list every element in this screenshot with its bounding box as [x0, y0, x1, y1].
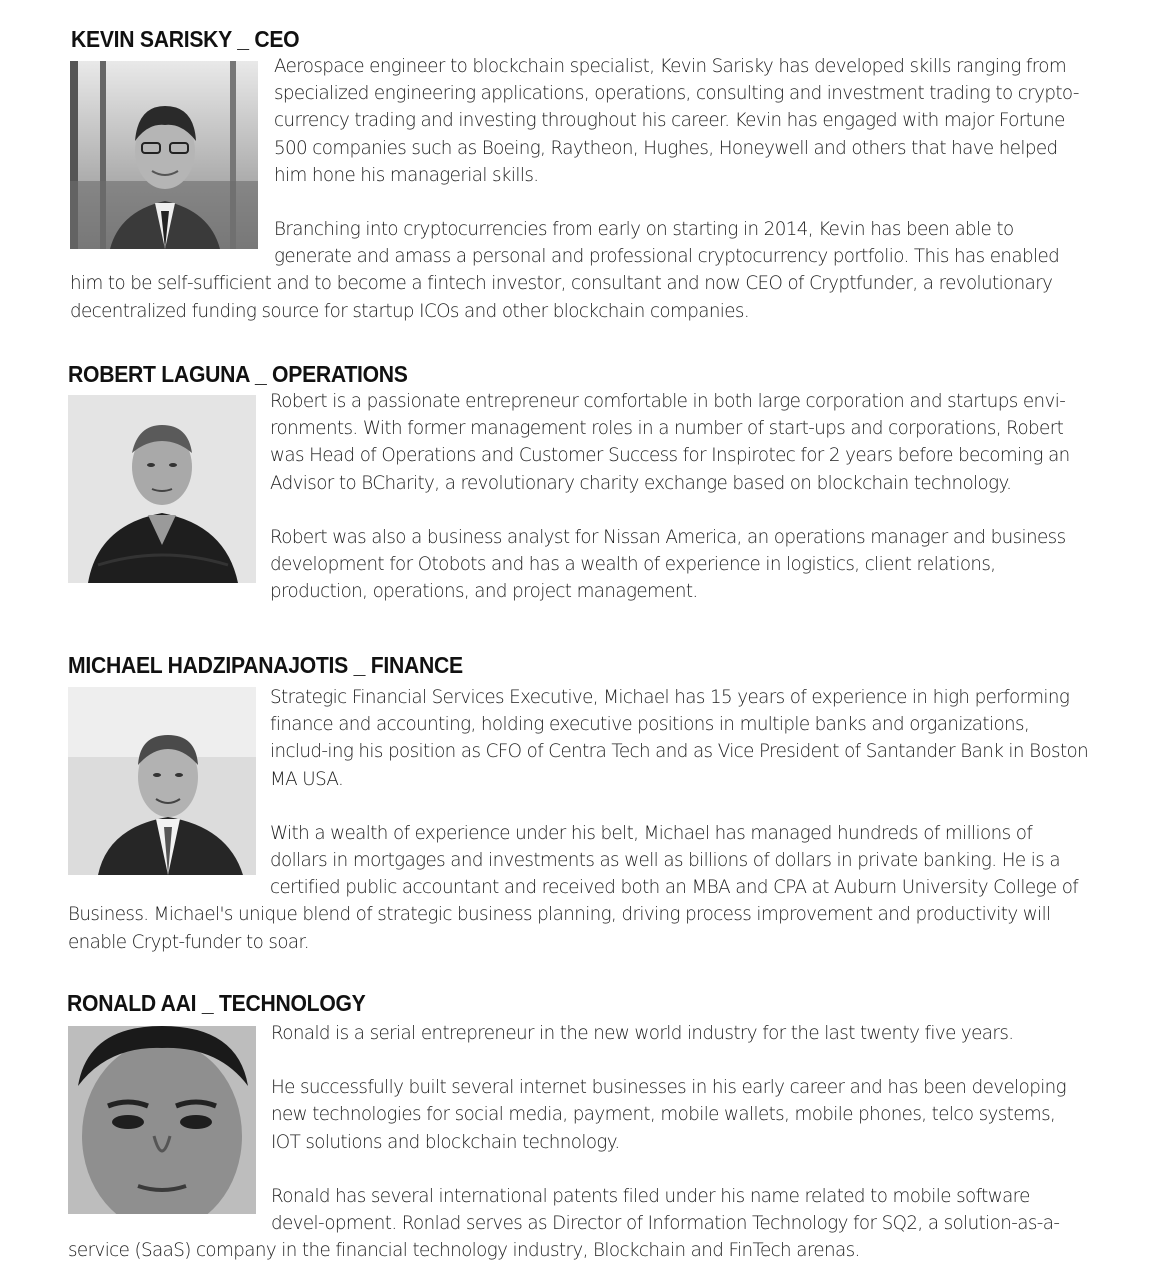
bio-paragraph: Branching into cryptocurrencies from early on starting in 2014, Kevin has been able to generate and amass a personal and professional cryptocurrency portfolio. This has enabled him to be self-sufficient and to become a fintech investor, consultant and now CEO of Cryptfunder, a revolutionary decentralized funding source for startup ICOs and other blockchain companies. — [70, 219, 1060, 322]
member-bio — [68, 1020, 1088, 1264]
bio-paragraph: He successfully built several internet businesses in his early career and has been developing new technologies for social media, payment, mobile wallets, mobile phones, telco systems, IOT solutions and blockchain technology. — [271, 1077, 1067, 1153]
member-bio — [70, 53, 1082, 325]
portrait-photo — [68, 395, 256, 583]
member-name-heading: ROBERT LAGUNA _ OPERATIONS — [68, 361, 408, 387]
bio-paragraph: Strategic Financial Services Executive, Michael has 15 years of experience in high performing finance and accounting, holding executive positions in multiple banks and organizations, includ-ing his position as CFO of Centra Tech and as Vice President of Santander Bank in Boston MA USA. — [270, 687, 1089, 790]
bio-paragraph: Robert is a passionate entrepreneur comfortable in both large corporation and startups envi-ronments. With former management roles in a number of start-ups and corporations, Robert was Head of Operations and Customer Success for Inspirotec for 2 years before becoming an Advisor to BCharity, a revolutionary charity exchange based on blockchain technology. — [270, 391, 1070, 494]
member-name-heading: RONALD AAI _ TECHNOLOGY — [67, 990, 366, 1016]
bio-paragraph: Robert was also a business analyst for Nissan America, an operations manager and business development for Otobots and has a wealth of experience in logistics, client relations, production, operations, and project management. — [270, 526, 1066, 603]
bio-paragraph: Ronald has several international patents filed under his name related to mobile software devel-opment. Ronlad serves as Director of Information Technology for SQ2, a solution-as-a-service (SaaS) company in the financial technology industry, Blockchain and FinTech arenas. — [68, 1185, 1060, 1262]
member-name-heading: MICHAEL HADZIPANAJOTIS _ FINANCE — [68, 652, 463, 678]
bio-paragraph: With a wealth of experience under his belt, Michael has managed hundreds of millions of dollars in mortgages and investments as well as billions of dollars in private banking. He is a certified public accountant and received both an MBA and CPA at Auburn University College of Business. Michael's unique blend of strategic business planning, driving process improvement and productivity will enable Crypt-funder to soar. — [68, 822, 1079, 953]
member-bio — [68, 684, 1090, 956]
portrait-robert-icon — [68, 395, 256, 583]
member-name-heading: KEVIN SARISKY _ CEO — [71, 26, 300, 52]
bio-paragraph: Ronald is a serial entrepreneur in the new world industry for the last twenty five years. — [271, 1023, 1014, 1044]
member-bio — [270, 388, 1090, 605]
bio-paragraph: Aerospace engineer to blockchain specialist, Kevin Sarisky has developed skills ranging from specialized engineering applications, operations, consulting and investment trading to crypto-currency trading and investing throughout his career. Kevin has engaged with major Fortune 500 companies such as Boeing, Raytheon, Hughes, Honeywell and others that have helped him hone his managerial skills. — [274, 56, 1079, 186]
